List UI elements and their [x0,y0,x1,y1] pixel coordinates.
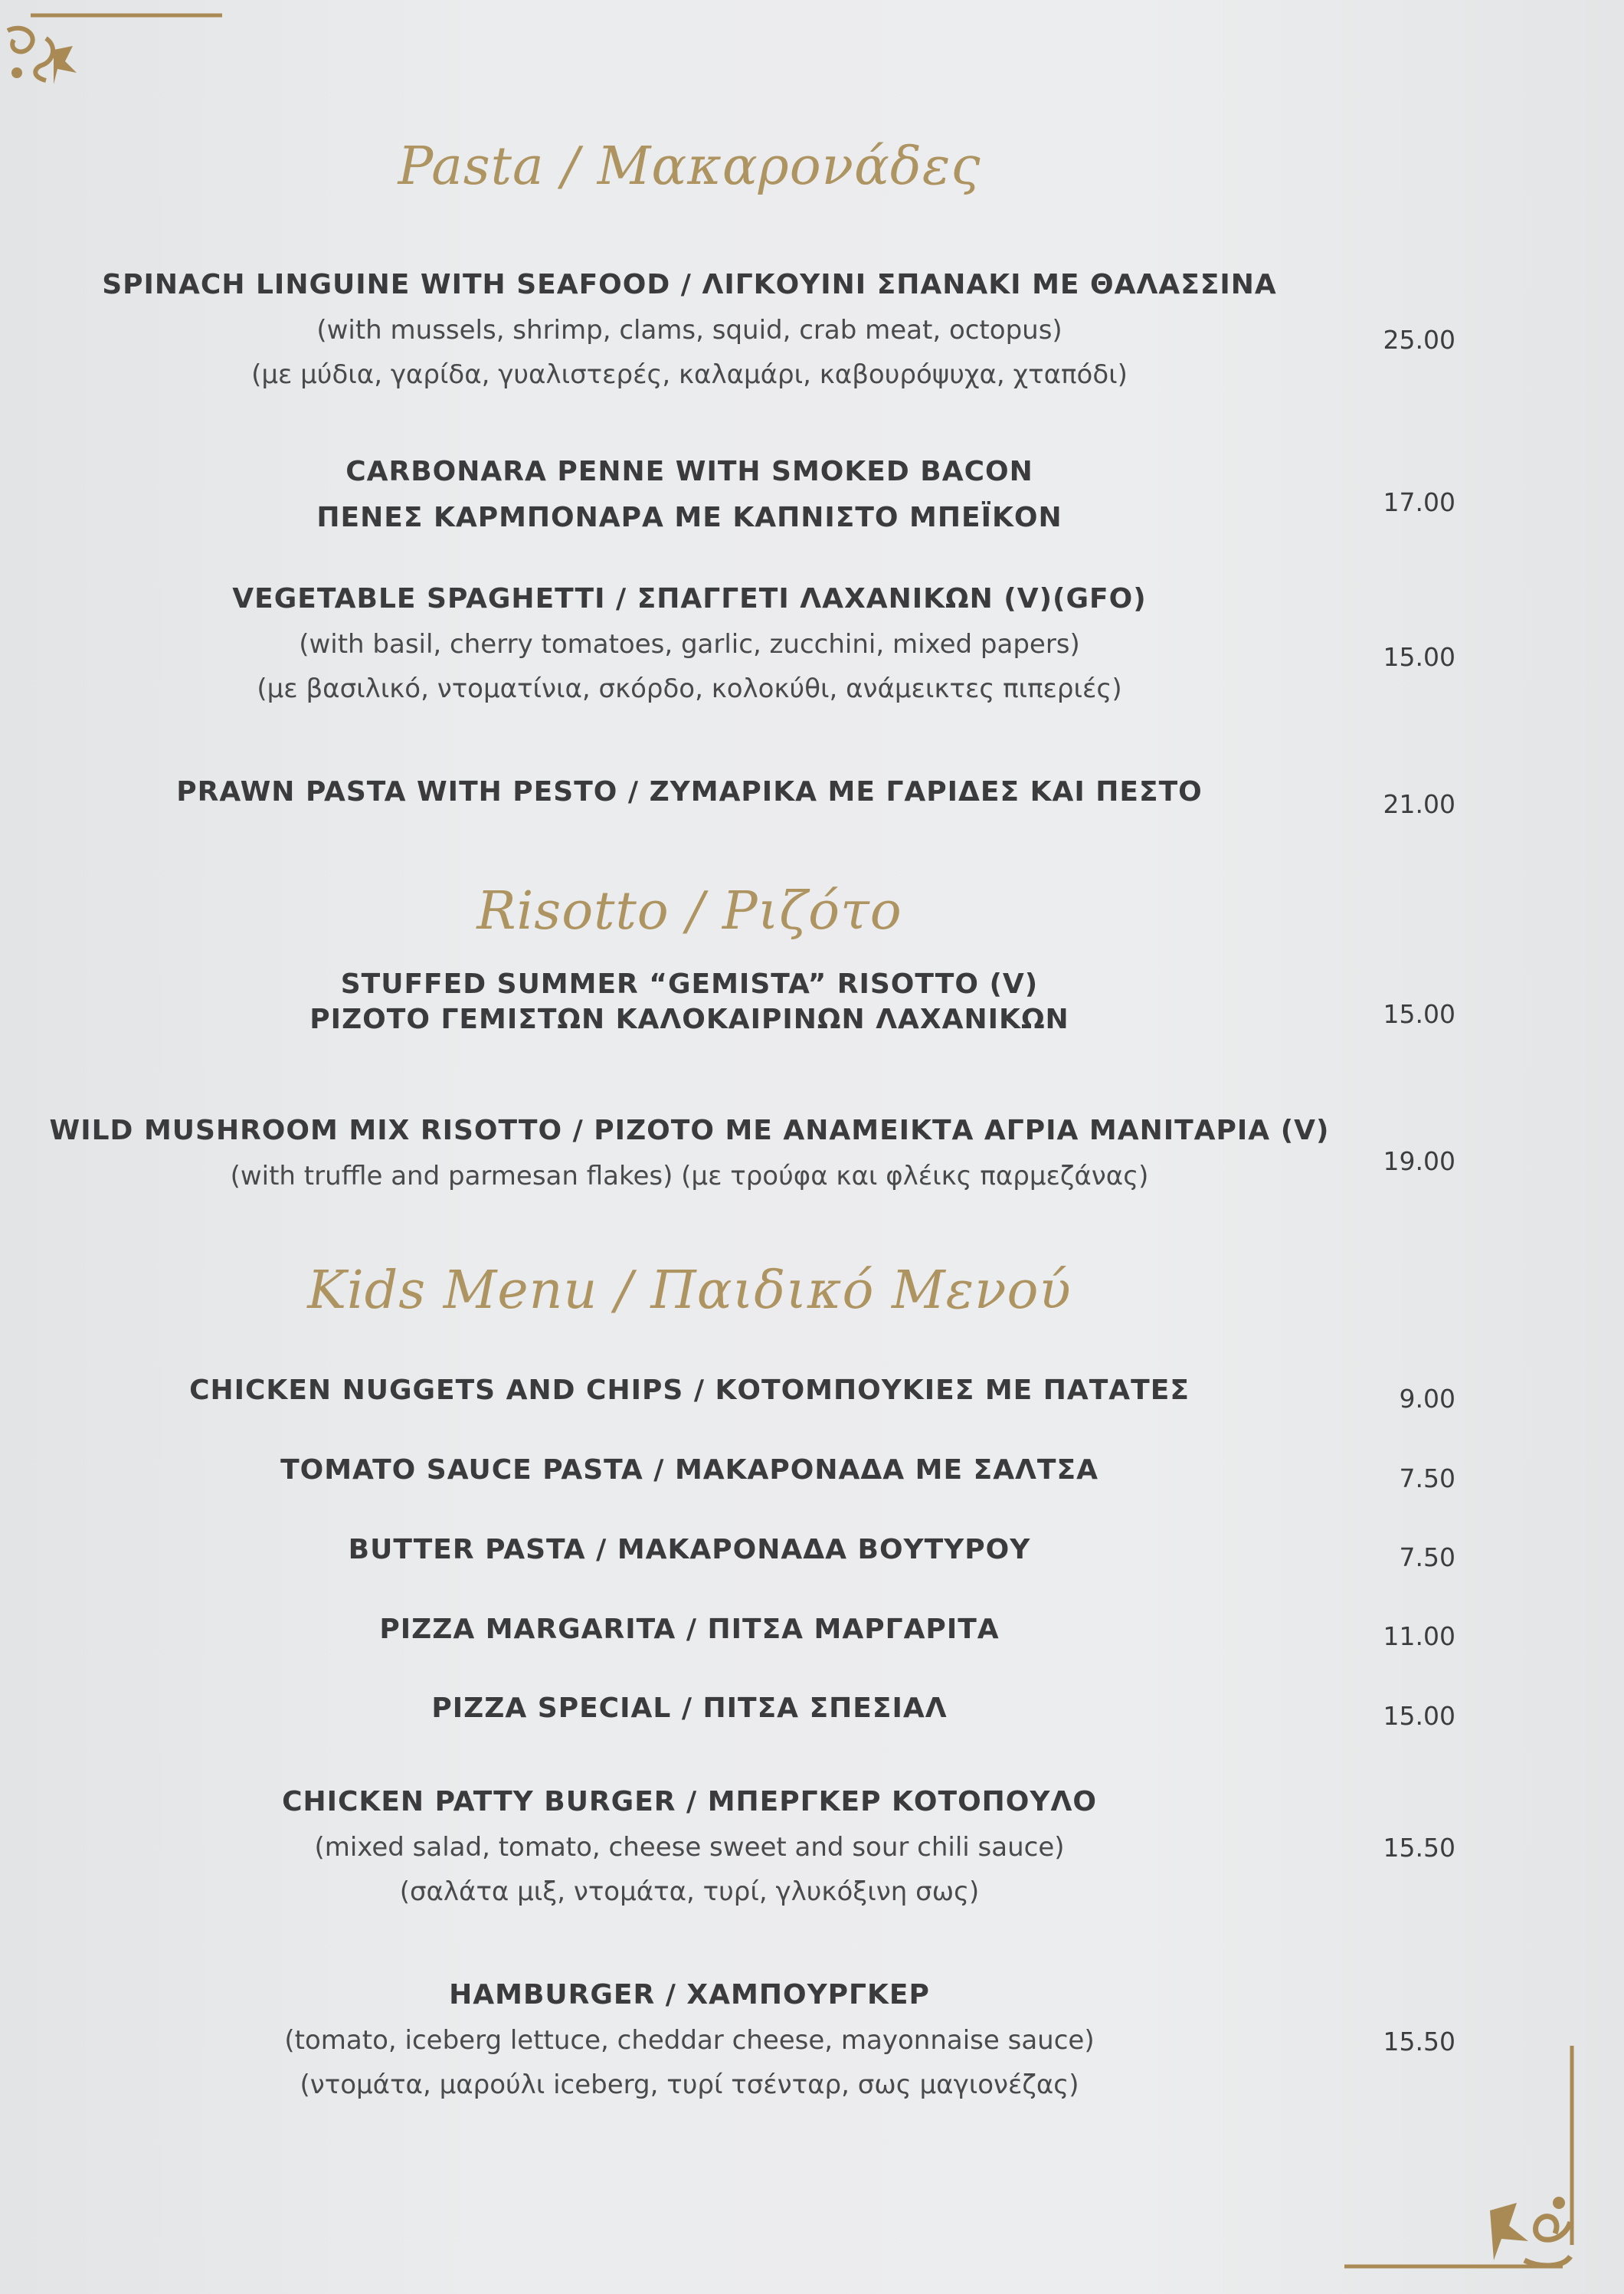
item-name: PRAWN PASTA WITH PESTO / ΖΥΜΑΡΙΚΑ ΜΕ ΓΑΡΙΔΕΣ ΚΑΙ ΠΕΣΤΟ [176,776,1203,808]
menu-item [0,1779,1379,1914]
item-price: 15.50 [1383,2027,1455,2056]
item-price: 15.00 [1383,999,1455,1029]
item-name: SPINACH LINGUINE WITH SEAFOOD / ΛΙΓΚΟΥΙΝΙ ΣΠΑΝΑΚΙ ΜΕ ΘΑΛΑΣΣΙΝΑ [102,269,1277,300]
item-name: TOMATO SAUCE PASTA / ΜΑΚΑΡΟΝΑΔΑ ΜΕ ΣΑΛΤΣΑ [280,1454,1098,1486]
item-desc-gr: (σαλάτα μιξ, ντομάτα, τυρί, γλυκόξινη σως) [399,1876,980,1907]
menu-item [0,1686,1379,1732]
item-desc-en: (with truffle and parmesan flakes) (με τρούφα και φλέικς παρμεζάνας) [230,1161,1149,1191]
section-title-pasta: Pasta / Μακαρονάδες [398,136,981,197]
menu-item [0,1527,1379,1573]
item-price: 9.00 [1399,1384,1455,1414]
item-price: 7.50 [1399,1463,1455,1493]
item-name: PIZZA SPECIAL / ΠΙΤΣΑ ΣΠΕΣΙΑΛ [431,1693,948,1724]
item-name: CARBONARA PENNE WITH SMOKED BACON [345,456,1033,487]
item-price: 15.00 [1383,642,1455,672]
item-name: PIZZA MARGARITA / ΠΙΤΣΑ ΜΑΡΓΑΡΙΤΑ [379,1614,1000,1645]
section-title-risotto: Risotto / Ριζότο [476,881,902,942]
menu-item [0,1108,1379,1198]
menu-item [0,769,1379,815]
item-name-gr: ΠΕΝΕΣ ΚΑΡΜΠΟΝΑΡΑ ΜΕ ΚΑΠΝΙΣΤΟ ΜΠΕΪΚΟΝ [316,502,1062,533]
item-desc-gr: (ντομάτα, μαρούλι iceberg, τυρί τσένταρ, σως μαγιονέζας) [300,2070,1079,2100]
item-price: 15.00 [1383,1701,1455,1731]
item-price: 15.50 [1383,1833,1455,1863]
menu-item [0,576,1379,711]
menu-item [0,449,1379,541]
item-price: 21.00 [1383,789,1455,819]
item-name: BUTTER PASTA / ΜΑΚΑΡΟΝΑΔΑ ΒΟΥΤΥΡΟΥ [348,1534,1031,1565]
menu-item [0,1607,1379,1653]
item-name: VEGETABLE SPAGHETTI / ΣΠΑΓΓΕΤΙ ΛΑΧΑΝΙΚΩΝ (V)(GFO) [232,583,1147,614]
item-desc-en: (mixed salad, tomato, cheese sweet and sour chili sauce) [314,1832,1065,1863]
menu-item [0,967,1379,1037]
item-desc-en: (tomato, iceberg lettuce, cheddar cheese, mayonnaise sauce) [284,2025,1095,2056]
item-name: WILD MUSHROOM MIX RISOTTO / ΡΙΖΟΤΟ ΜΕ ΑΝΑΜΕΙΚΤΑ ΑΓΡΙΑ ΜΑΝΙΤΑΡΙΑ (V) [49,1115,1330,1146]
section-title-kids-menu: Kids Menu / Παιδικό Μενού [307,1260,1072,1321]
item-desc-en: (with basil, cherry tomatoes, garlic, zucchini, mixed papers) [299,629,1080,660]
item-desc-en: (with mussels, shrimp, clams, squid, crab meat, octopus) [316,315,1062,346]
item-price: 7.50 [1399,1542,1455,1572]
item-price: 19.00 [1383,1146,1455,1176]
item-price: 11.00 [1383,1621,1455,1651]
item-name-gr: ΡΙΖΟΤΟ ΓΕΜΙΣΤΩΝ ΚΑΛΟΚΑΙΡΙΝΩΝ ΛΑΧΑΝΙΚΩΝ [309,1004,1069,1035]
item-name: STUFFED SUMMER “GEMISTA” RISOTTO (V) [340,968,1039,1000]
item-name: HAMBURGER / ΧΑΜΠΟΥΡΓΚΕΡ [449,1979,930,2011]
item-price: 17.00 [1383,487,1455,517]
menu-item [0,1972,1379,2107]
item-name: CHICKEN PATTY BURGER / ΜΠΕΡΓΚΕΡ ΚΟΤΟΠΟΥΛΟ [282,1786,1097,1817]
menu-item [0,262,1379,397]
menu-item [0,1368,1379,1414]
item-price: 25.00 [1383,325,1455,355]
corner-ornament-top-left-icon [0,0,230,92]
item-desc-gr: (με βασιλικό, ντοματίνια, σκόρδο, κολοκύθι, ανάμεικτες πιπεριές) [257,673,1122,704]
menu-item [0,1447,1379,1493]
item-desc-gr: (με μύδια, γαρίδα, γυαλιστερές, καλαμάρι, καβουρόψυχα, χταπόδι) [251,359,1128,390]
item-name: CHICKEN NUGGETS AND CHIPS / ΚΟΤΟΜΠΟΥΚΙΕΣ ΜΕ ΠΑΤΑΤΕΣ [189,1375,1190,1406]
